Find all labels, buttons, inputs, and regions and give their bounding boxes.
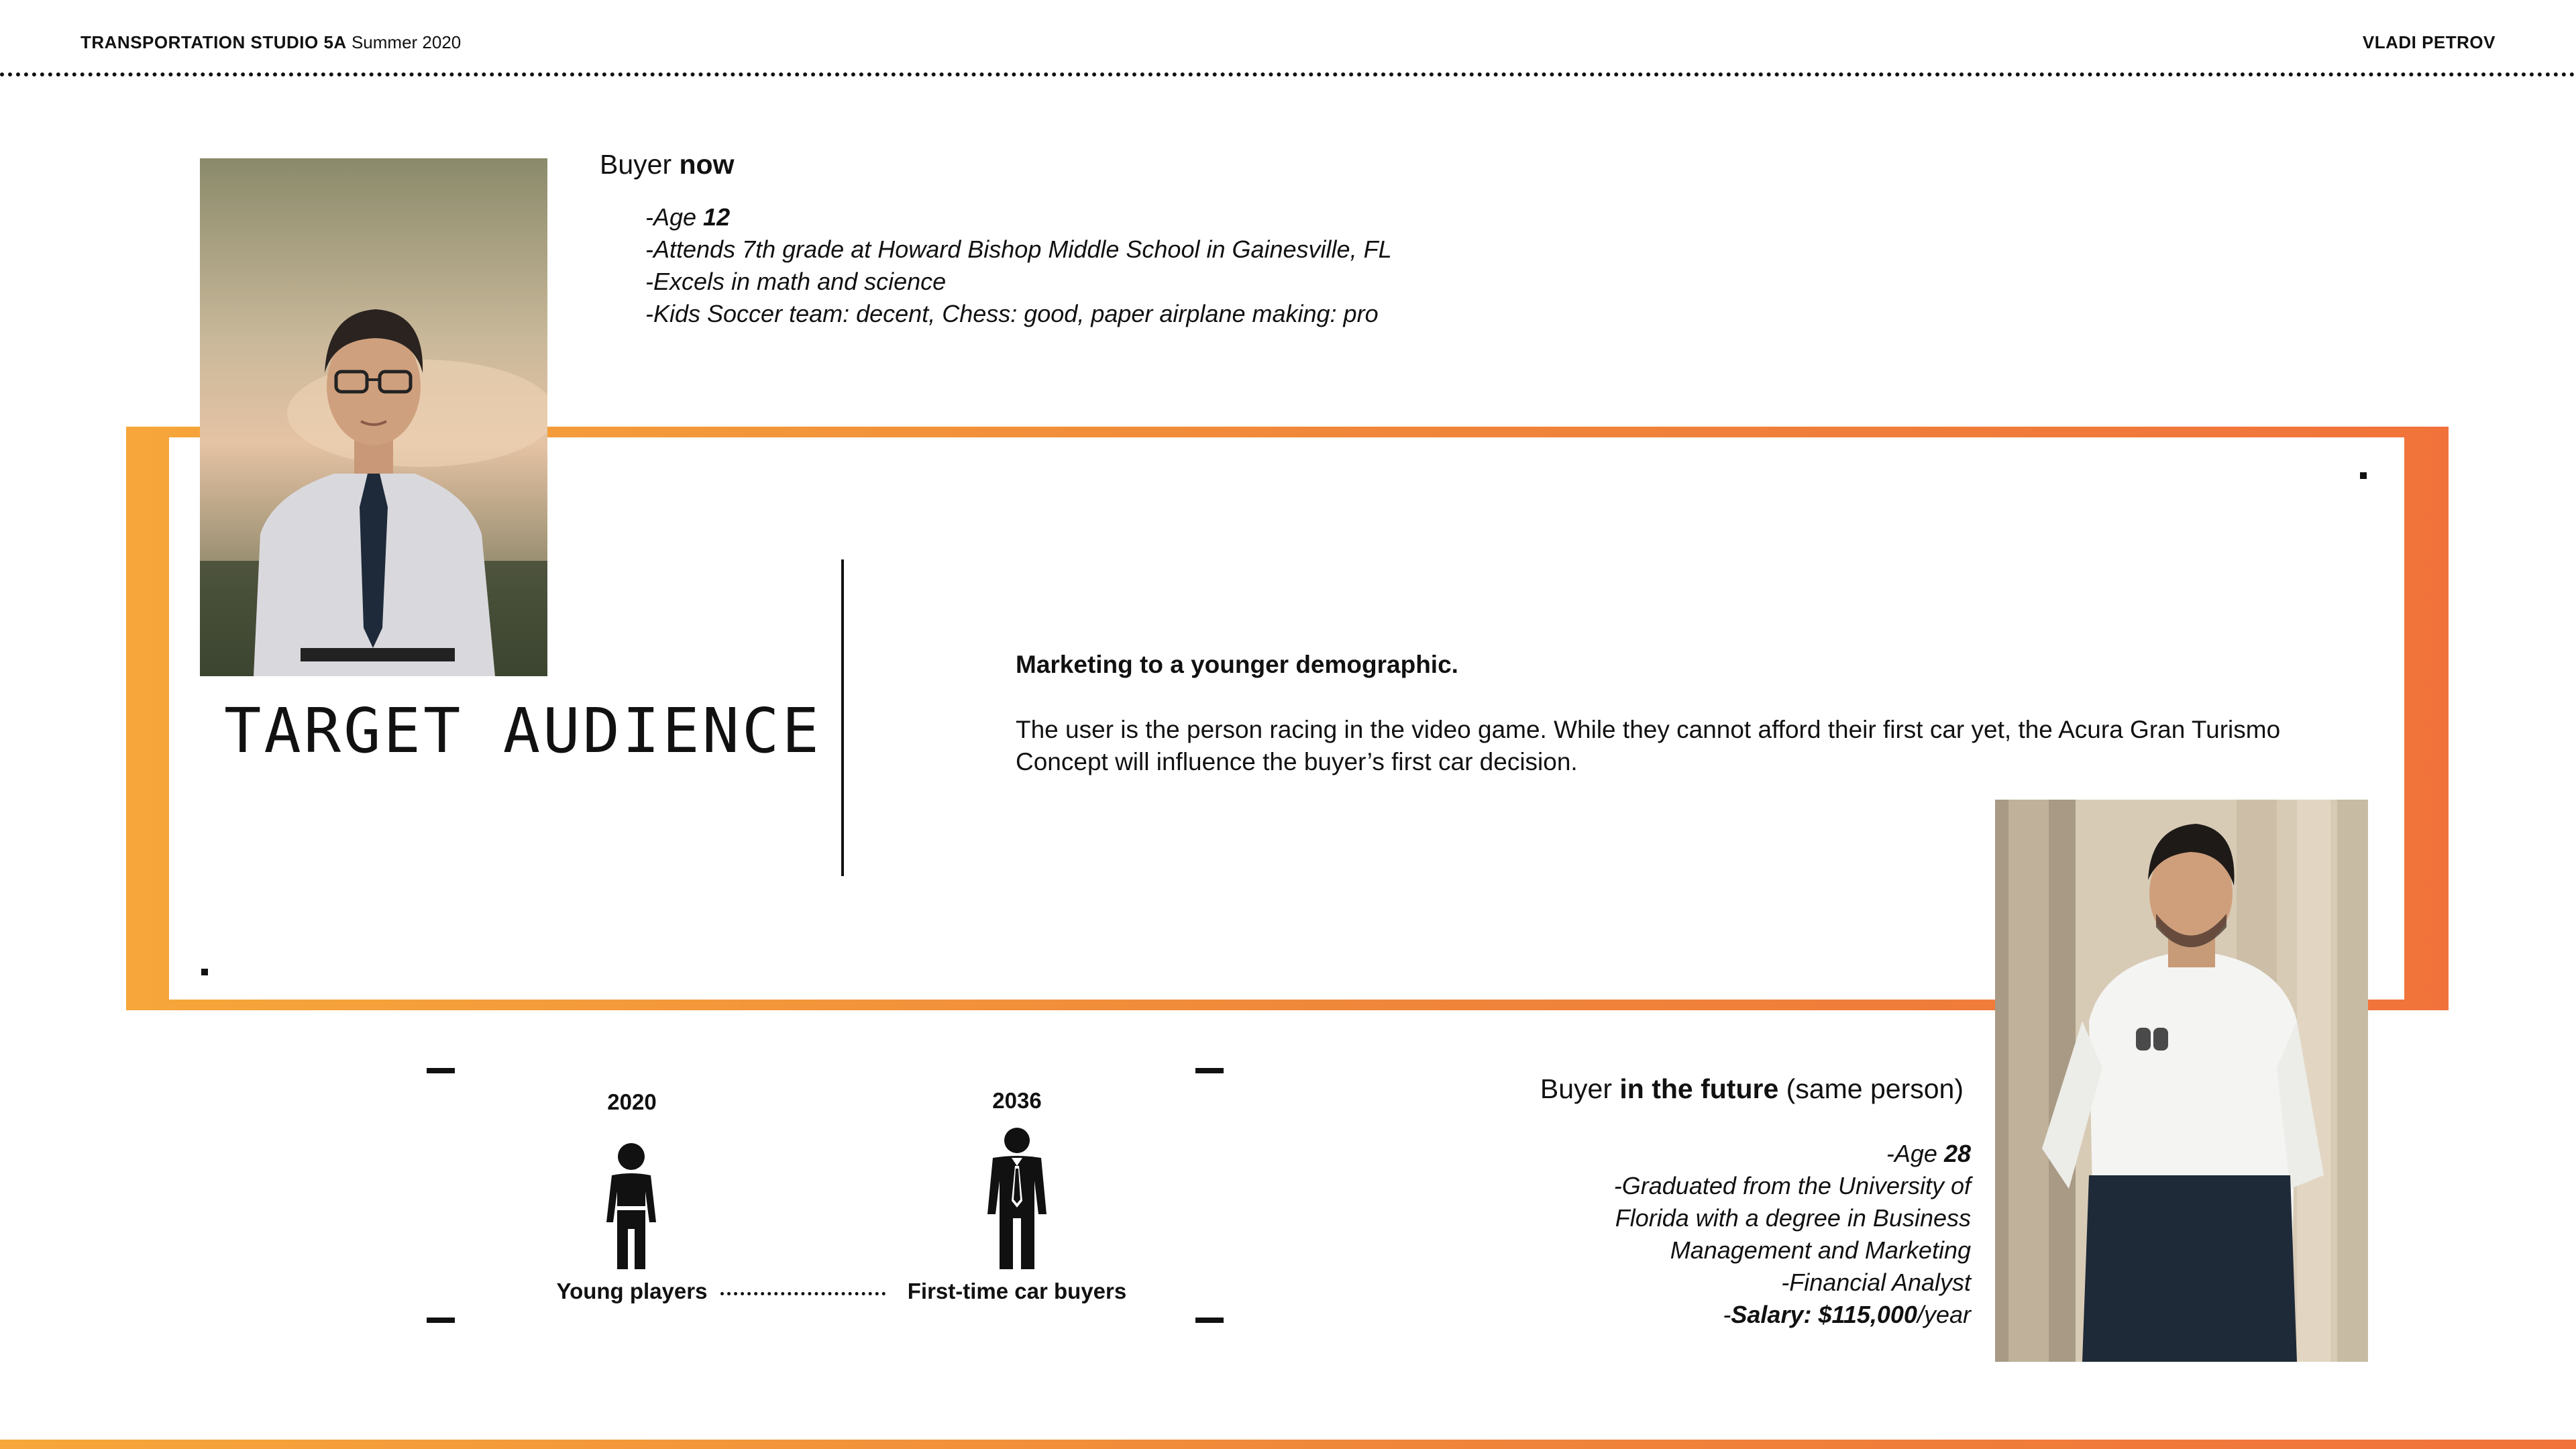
buyer-future-list [1501,1138,1971,1331]
marketing-heading: Marketing to a younger demographic. [1016,651,1458,678]
buyer-now-item: -Age 12 [645,203,731,231]
author-name: VLADI PETROV [2362,32,2496,52]
buyer-now-list [645,201,1392,330]
bottom-accent-bar [0,1440,2576,1449]
buyer-now-prefix: Buyer [600,149,672,180]
buyer-future-title [1540,1073,1964,1105]
end-year: 2036 [992,1088,1042,1113]
buyer-future-item: -Graduated from the University of [1613,1172,1971,1199]
corner-marker [2360,472,2367,479]
start-year: 2020 [607,1089,657,1114]
corner-marker [201,969,208,975]
adult-figure-icon [986,1127,1048,1269]
buyer-future-suffix: (same person) [1786,1073,1964,1104]
timeline-dotted-connector [720,1292,885,1295]
term: Summer 2020 [351,32,462,52]
child-figure-icon [602,1142,660,1269]
section-title: TARGET AUDIENCE [224,695,822,767]
buyer-now-item: -Kids Soccer team: decent, Chess: good, paper airplane making: pro [645,300,1379,327]
buyer-future-bold: in the future [1619,1073,1779,1104]
buyer-future-item: -Salary: $115,000/year [1723,1301,1971,1328]
buyer-future-prefix: Buyer [1540,1073,1612,1104]
buyer-future-item: Management and Marketing [1670,1236,1971,1264]
buyer-now-bold: now [679,149,735,180]
header-studio [80,32,461,53]
boy-photo [200,158,547,676]
buyer-now-title [600,149,735,180]
bracket-mark [427,1068,455,1073]
end-label: First-time car buyers [907,1279,1127,1303]
header-dotted-divider [0,72,2576,76]
bracket-mark [1195,1068,1224,1073]
vertical-divider [841,559,844,876]
marketing-body: The user is the person racing in the video game. While they cannot afford their first car yet, the Acura Gran Turismo Concept will influence the buyer’s first car decision. [1016,716,2281,775]
bracket-mark [1195,1318,1224,1323]
buyer-now-item: -Excels in math and science [645,268,947,295]
start-label: Young players [556,1279,708,1303]
man-photo [1995,800,2368,1362]
buyer-future-item: Florida with a degree in Business [1615,1204,1971,1232]
buyer-now-item: -Attends 7th grade at Howard Bishop Middle School in Gainesville, FL [645,235,1392,263]
studio-name: TRANSPORTATION STUDIO 5A [80,32,347,52]
buyer-future-item: -Financial Analyst [1781,1269,1971,1296]
bracket-mark [427,1318,455,1323]
buyer-future-item: -Age 28 [1886,1140,1971,1167]
